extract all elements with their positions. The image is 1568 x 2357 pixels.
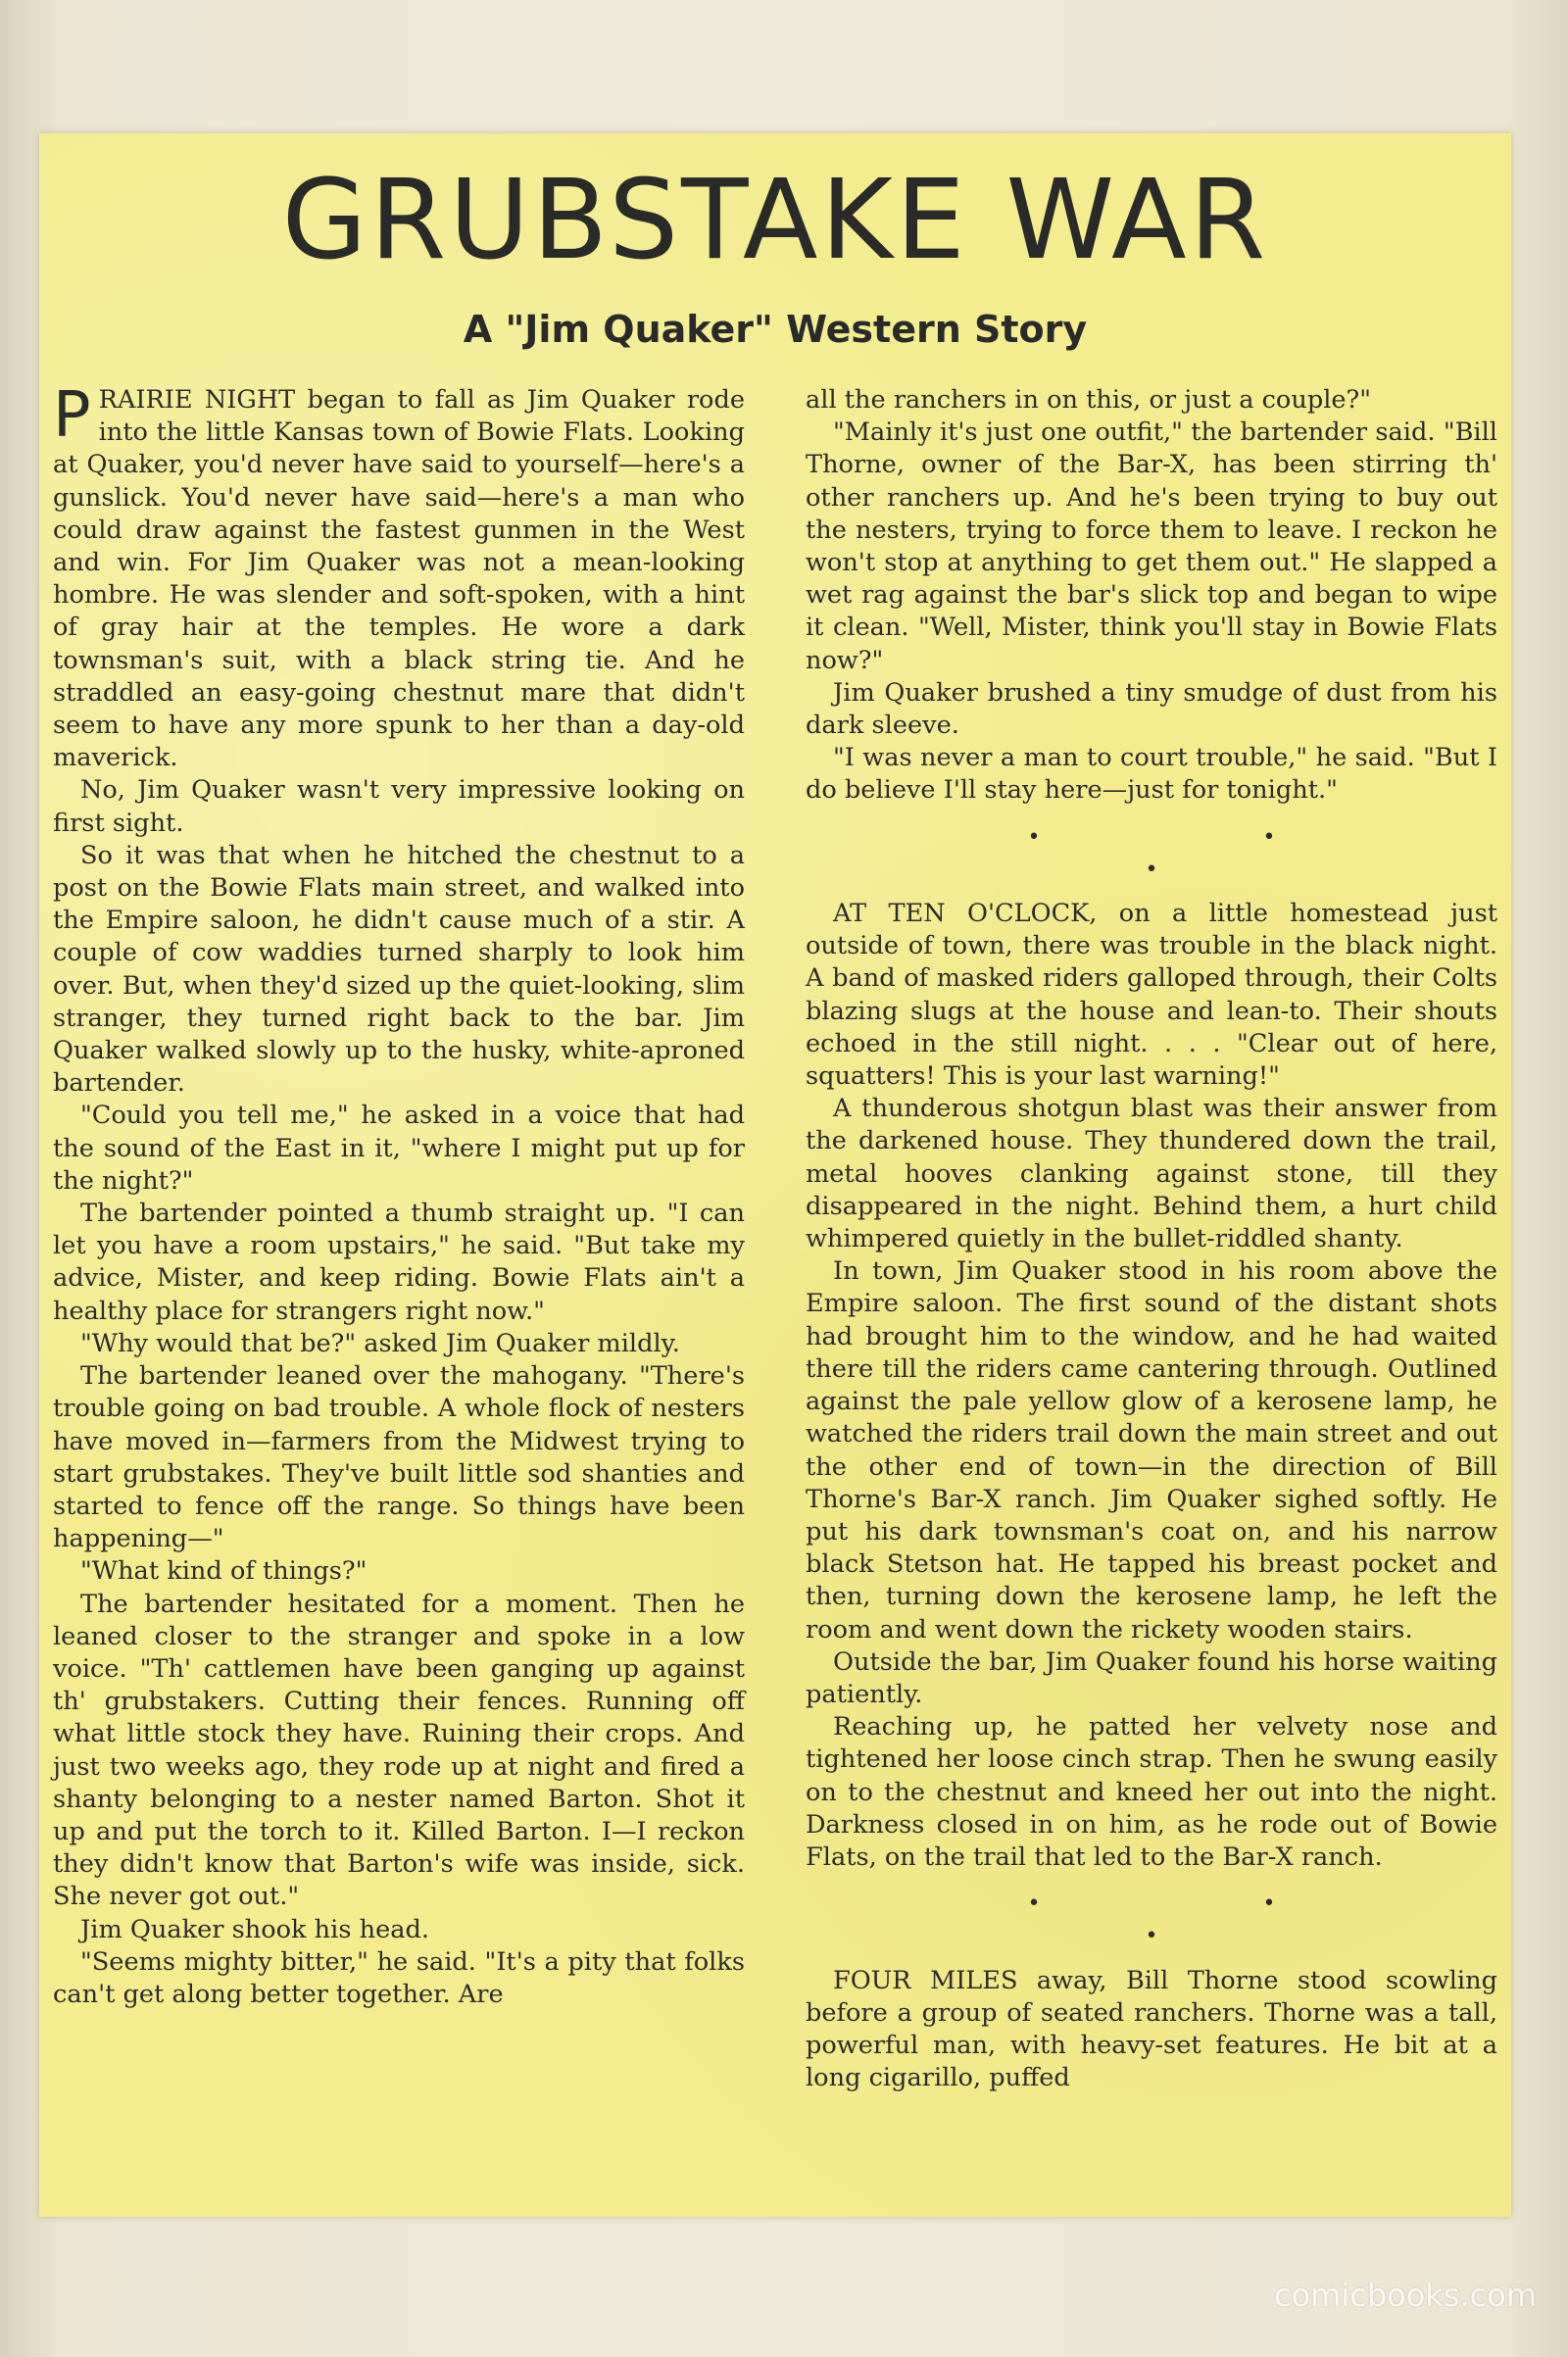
paragraph: The bartender pointed a thumb straight up. "I can let you have a room upstairs," he said. "But take my advice, Mister, and keep riding. Bowie Flats ain't a healthy place for strangers right now." [53, 1199, 745, 1326]
paragraph: AT TEN O'CLOCK, on a little homestead just outside of town, there was trouble in the black night. A band of masked riders galloped through, their Colts blazing slugs at the house and lean-to. Their shouts echoed in the still night. . . . "Clear out of here, squatters! This is your last warning!" [806, 899, 1497, 1092]
paragraph: So it was that when he hitched the chestnut to a post on the Bowie Flats main street, and walked into the Empire saloon, he didn't cause much of a stir. A couple of cow waddies turned sharply to look him over. But, when they'd sized up the quiet-looking, slim stranger, they turned right back to the bar. Jim Quaker walked slowly up to the husky, white-aproned bartender. [53, 840, 745, 1099]
paragraph: "What kind of things?" [80, 1556, 368, 1587]
story-subtitle: A "Jim Quaker" Western Story [463, 308, 1088, 351]
right-column [806, 384, 1497, 2094]
paragraph-text: RAIRIE NIGHT began to fall as Jim Quaker rode into the little Kansas town of Bowie Flats. Looking at Quaker, you'd never have said to yourself—here's a gunslick. You'd never have said—here's a man who could draw against the fastest gunmen in the West and win. For Jim Quaker was not a mean-looking hombre. He was slender and soft-spoken, with a hint of gray hair at the temples. He wore a dark townsman's suit, with a black string tie. And he straddled an easy-going chestnut mare that didn't seem to have any more spunk to her than a day-old maverick. [53, 385, 745, 773]
paragraph: "I was never a man to court trouble," he said. "But I do believe I'll stay here—just for tonight." [806, 743, 1497, 806]
paragraph: A thunderous shotgun blast was their answer from the darkened house. They thundered down the trail, metal hooves clanking against stone, till they disappeared in the night. Behind them, a hurt child whimpered quietly in the bullet-riddled shanty. [806, 1094, 1497, 1254]
section-break: • • • [1027, 824, 1384, 882]
section-break: • • • [1027, 1891, 1384, 1949]
drop-cap: P [53, 379, 91, 452]
paragraph: No, Jim Quaker wasn't very impressive looking on first sight. [53, 775, 745, 838]
paragraph: The bartender hesitated for a moment. Then he leaned closer to the stranger and spoke in a low voice. "Th' cattlemen have been ganging up against th' grubstakers. Cutting their fences. Running off what little stock they have. Ruining their crops. And just two weeks ago, they rode up at night and fired a shanty belonging to a nester named Barton. Shot it up and put the torch to it. Killed Barton. I—I reckon they didn't know that Barton's wife was inside, sick. She never got out." [53, 1589, 745, 1912]
paragraph: Reaching up, he patted her velvety nose and tightened her loose cinch strap. Then he swung easily on to the chestnut and kneed her out into the night. Darkness closed in on him, as he rode out of Bowie Flats, on the trail that led to the Bar-X ranch. [806, 1712, 1497, 1872]
watermark: comicbooks.com [1273, 2277, 1537, 2314]
paragraph: all the ranchers in on this, or just a couple?" [806, 385, 1372, 415]
paragraph: Jim Quaker brushed a tiny smudge of dust from his dark sleeve. [806, 677, 1497, 741]
paragraph: "Could you tell me," he asked in a voice that had the sound of the East in it, "where I might put up for the night?" [53, 1101, 745, 1196]
story-panel [39, 133, 1511, 2217]
story-title: GRUBSTAKE WAR [281, 157, 1269, 284]
left-column [53, 379, 745, 2011]
paragraph: The bartender leaned over the mahogany. "There's trouble going on bad trouble. A whole flock of nesters have moved in—farmers from the Midwest trying to start grubstakes. They've built little sod shanties and started to fence off the range. So things have been happening—" [53, 1361, 745, 1554]
paragraph: In town, Jim Quaker stood in his room above the Empire saloon. The first sound of the distant shots had brought him to the window, and he had waited there till the riders came cantering through. Outlined against the pale yellow glow of a kerosene lamp, he watched the riders trail down the main street and out the other end of town—in the direction of Bill Thorne's Bar-X ranch. Jim Quaker sighed softly. He put his dark townsman's coat on, and his narrow black Stetson hat. He tapped his breast pocket and then, turning down the kerosene lamp, he left the room and went down the rickety wooden stairs. [806, 1256, 1497, 1645]
paragraph: Outside the bar, Jim Quaker found his horse waiting patiently. [806, 1646, 1497, 1709]
paragraph: "Why would that be?" asked Jim Quaker mildly. [80, 1328, 680, 1358]
paragraph: Jim Quaker shook his head. [80, 1914, 430, 1944]
paragraph: "Seems mighty bitter," he said. "It's a pity that folks can't get along better together. Are [53, 1946, 745, 2009]
paragraph [53, 379, 745, 774]
paragraph: FOUR MILES away, Bill Thorne stood scowling before a group of seated ranchers. Thorne was a tall, powerful man, with heavy-set features. He bit at a long cigarillo, puffed [806, 1965, 1497, 2093]
paragraph: "Mainly it's just one outfit," the bartender said. "Bill Thorne, owner of the Bar-X, has been stirring th' other ranchers up. And he's been trying to buy out the nesters, trying to force them to leave. I reckon he won't stop at anything to get them out." He slapped a wet rag against the bar's slick top and began to wipe it clean. "Well, Mister, think you'll stay in Bowie Flats now?" [806, 417, 1497, 675]
